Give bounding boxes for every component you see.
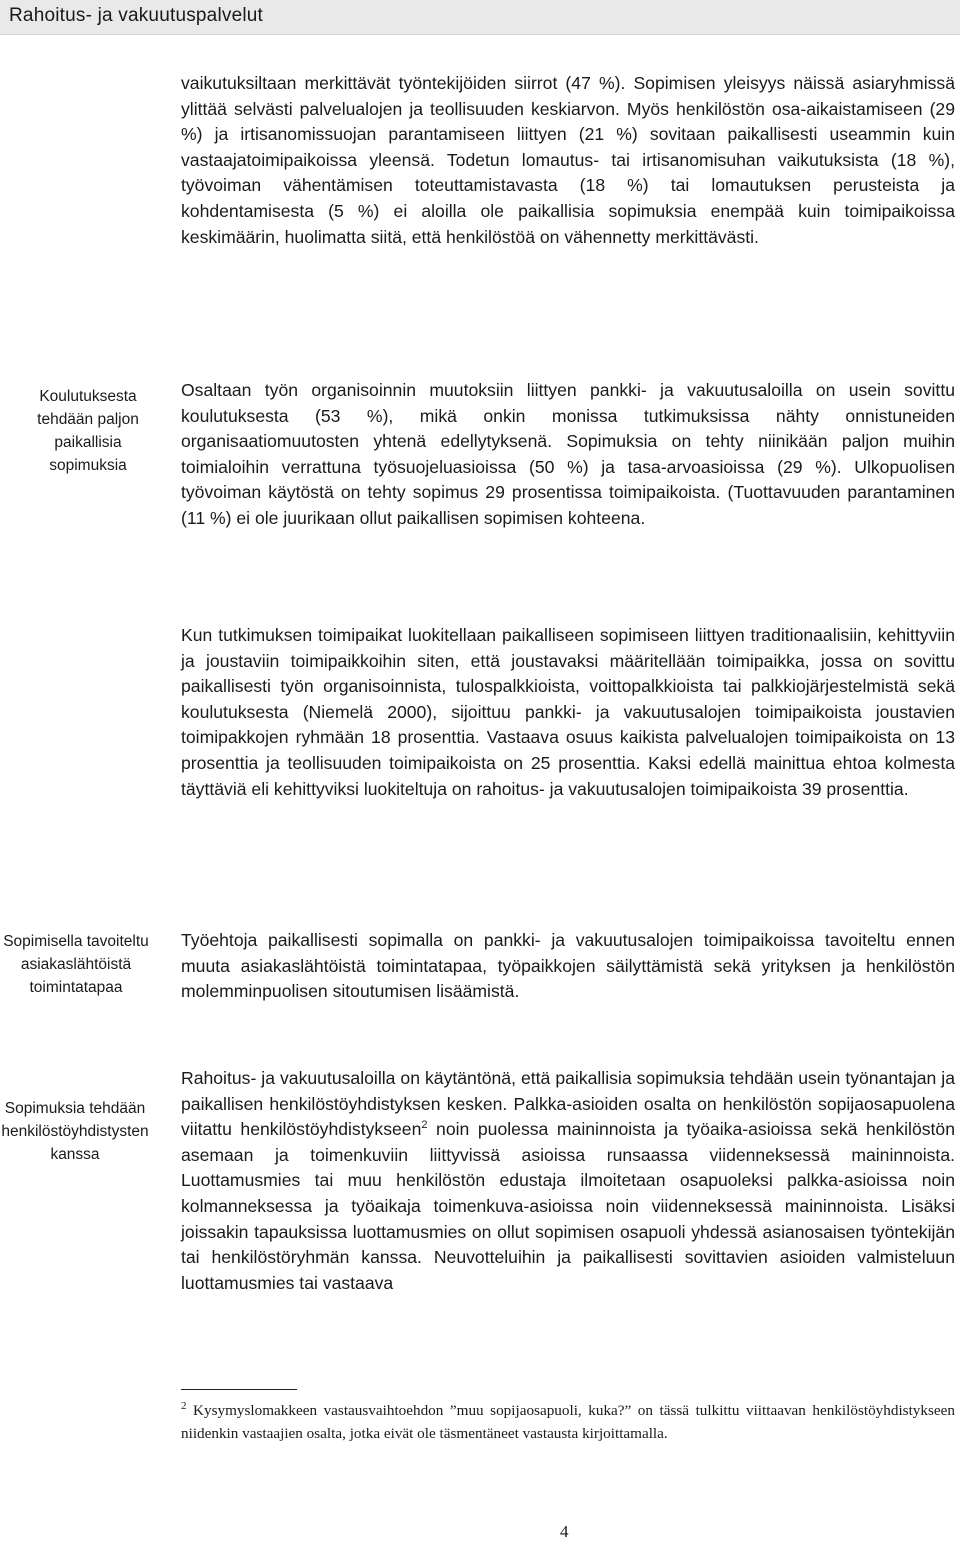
paragraph-4: Työehtoja paikallisesti sopimalla on pankki- ja vakuutusalojen toimipaikoissa tavoiteltu ennen muuta asiakaslähtöistä toimintatapaa, työpaikkojen säilyttämistä sekä yrityksen ja henkilöstön molemminpuolisen sitoutumisen lisäämistä. [181,930,955,1002]
page-number: 4 [560,1522,569,1541]
paragraph-3: Kun tutkimuksen toimipaikat luokitellaan paikalliseen sopimiseen liittyen traditionaalisiin, kehittyviin ja joustaviin toimipaikkoihin siten, että joustavaksi määritellään toimipaikka, jossa on sovittu paikallisesti työn organisoinnista, tulospalkkioista, voittopalkkioista tai palkkiojärjestelmistä sekä koulutuksesta (Niemelä 2000), sijoittuu pankki- ja vakuutusalojen toimipaikoista joustavien toimipakkojen ryhmään 18 prosenttia. Vastaava osuus kaikista palvelualojen toimipaikoista on 13 prosenttia ja teollisuuden toimipaikoista on 25 prosenttia. Kaksi edellä mainittua ehtoa kolmesta täyttäviä eli kehittyviksi luokiteltuja on rahoitus- ja vakuutusalojen toimipaikoista 39 prosenttia. [181,625,955,799]
paragraph-5 [181,1066,955,1296]
margin-note-training: Koulutuksesta tehdään paljon paikallisia sopimuksia [37,388,139,474]
margin-note-customer-oriented: Sopimisella tavoiteltu asiakaslähtöistä toimintatapaa [3,933,149,996]
page-header [0,0,960,35]
footnote-text: Kysymyslomakkeen vastausvaihtoehdon ”muu sopijaosapuoli, kuka?” on tässä tulkittu viittaavan henkilöstöyhdistykseen niidenkin vastaajien osalta, jotka eivät ole täsmentäneet vastausta kirjoittamalla. [181,1402,955,1442]
header-title: Rahoitus- ja vakuutuspalvelut [9,5,263,26]
footnote-number: 2 [181,1399,187,1412]
paragraph-2: Osaltaan työn organisoinnin muutoksiin liittyen pankki- ja vakuutusaloilla on usein sovittu koulutuksesta (53 %), mikä onkin monissa tutkimuksissa nähty onnistuneiden organisaatiomuutosten yhtenä edellytyksenä. Sopimuksia on tehty niinikään paljon muihin toimialoihin verrattuna työsuojeluasioissa (50 %) ja tasa-arvoasioissa (29 %). Ulkopuolisen työvoiman käytöstä on tehty sopimus 29 prosentissa toimipaikoista. (Tuottavuuden parantaminen (11 %) ei ole juurikaan ollut paikallisen sopimisen kohteena. [181,380,955,528]
margin-note-staff-associations: Sopimuksia tehdään henkilöstöyhdistysten kanssa [1,1100,149,1163]
footnote [181,1400,955,1445]
paragraph-1: vaikutuksiltaan merkittävät työntekijöiden siirrot (47 %). Sopimisen yleisyys näissä asiaryhmissä ylittää selvästi palvelualojen ja teollisuuden keskiarvon. Myös henkilöstön osa-aikaistamiseen (29 %) ja irtisanomissuojan parantamiseen liittyen (21 %) sovitaan paikallisesti useammin kuin vastaajatoimipaikoissa yleensä. Todetun lomautus- tai irtisanomisuhan vaikutuksista (18 %), työvoiman vähentämisen toteuttamistavasta (18 %) tai lomautuksen perusteista ja kohdentamisesta (5 %) ei aloilla ole paikallisia sopimuksia enempää kuin toimipaikoissa keskimäärin, huolimatta siitä, että henkilöstöä on vähennetty merkittävästi. [181,73,955,247]
footnote-reference: 2 [421,1119,428,1132]
footnote-separator [181,1389,297,1390]
paragraph-5-text-b: noin puolessa maininnoista ja työaika-asioissa sekä henkilöstön asemaan ja toimenkuviin liittyvissä asioissa runsaassa viidenneksessä maininnoista. Luottamusmies tai muu henkilöstön edustaja ilmoitetaan osapuoleksi palkka-asioissa noin kolmanneksessa ja työaikaja toimenkuva-asioissa noin viidenneksessä maininnoista. Lisäksi joissakin tapauksissa luottamusmies on ollut sopimisen osapuoli yhdessä asianosaisen työntekijän tai henkilöstöryhmän kanssa. Neuvotteluihin ja paikallisesti sovittavien asioiden valmisteluun luottamusmies tai vastaava [181,1119,955,1293]
paragraph-5-text-a: Rahoitus- ja vakuutusaloilla on käytäntönä, että paikallisia sopimuksia tehdään usein työnantajan ja paikallisen henkilöstöyhdistyksen kesken. Palkka-asioiden osalta on henkilöstön sopijaosapuolena viitattu henkilöstöyhdistykseen [181,1068,955,1140]
